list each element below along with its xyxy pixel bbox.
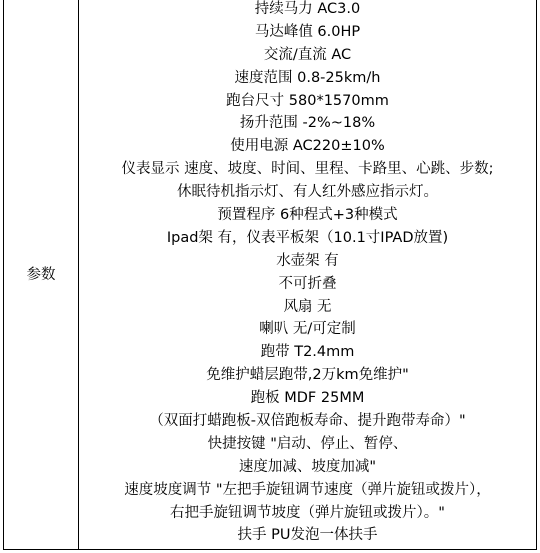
spec-line: 快捷按键 "启动、停止、暂停、 <box>207 435 408 452</box>
spec-line: 使用电源 AC220±10% <box>230 138 385 155</box>
spec-line: Ipad架 有，仪表平板架（10.1寸IPAD放置) <box>166 229 449 246</box>
table-row <box>4 0 537 550</box>
spec-line: 右把手旋钮调节坡度（弹片旋钮或拨片）。" <box>170 504 445 521</box>
param-label: 参数 <box>4 0 79 550</box>
spec-line: 跑带 T2.4mm <box>260 344 355 361</box>
spec-line: 扬升范围 -2%~18% <box>239 115 376 132</box>
spec-line: 跑台尺寸 580*1570mm <box>226 92 389 109</box>
spec-line: 不可折叠 <box>278 275 337 292</box>
spec-line: 休眠待机指示灯、有人红外感应指示灯。 <box>177 184 438 201</box>
spec-line: 速度加减、坡度加减" <box>238 458 377 475</box>
spec-line: 仪表显示 速度、坡度、时间、里程、卡路里、心跳、步数; <box>121 161 494 178</box>
spec-line: 速度范围 0.8-25km/h <box>234 69 381 86</box>
spec-line: 马达峰值 6.0HP <box>254 23 361 40</box>
spec-line: 扶手 PU发泡一体扶手 <box>237 527 378 544</box>
spec-line: 跑板 MDF 25MM <box>250 390 365 407</box>
spec-line: 风扇 无 <box>283 298 332 315</box>
param-values <box>79 0 537 550</box>
spec-line: 水壶架 有 <box>276 252 339 269</box>
spec-line: 交流/直流 AC <box>263 46 352 63</box>
spec-line: 免维护蜡层跑带,2万km免维护" <box>206 367 409 384</box>
spec-line: 喇叭 无/可定制 <box>259 321 356 338</box>
spec-line: 持续马力 AC3.0 <box>254 1 361 17</box>
spec-line: 预置程序 6种程式+3种模式 <box>217 207 398 224</box>
spec-line: （双面打蜡跑板-双倍跑板寿命、提升跑带寿命）" <box>149 413 466 430</box>
spec-line: 速度坡度调节 "左把手旋钮调节速度（弹片旋钮或拨片）， <box>124 481 491 498</box>
spec-table <box>3 0 537 550</box>
